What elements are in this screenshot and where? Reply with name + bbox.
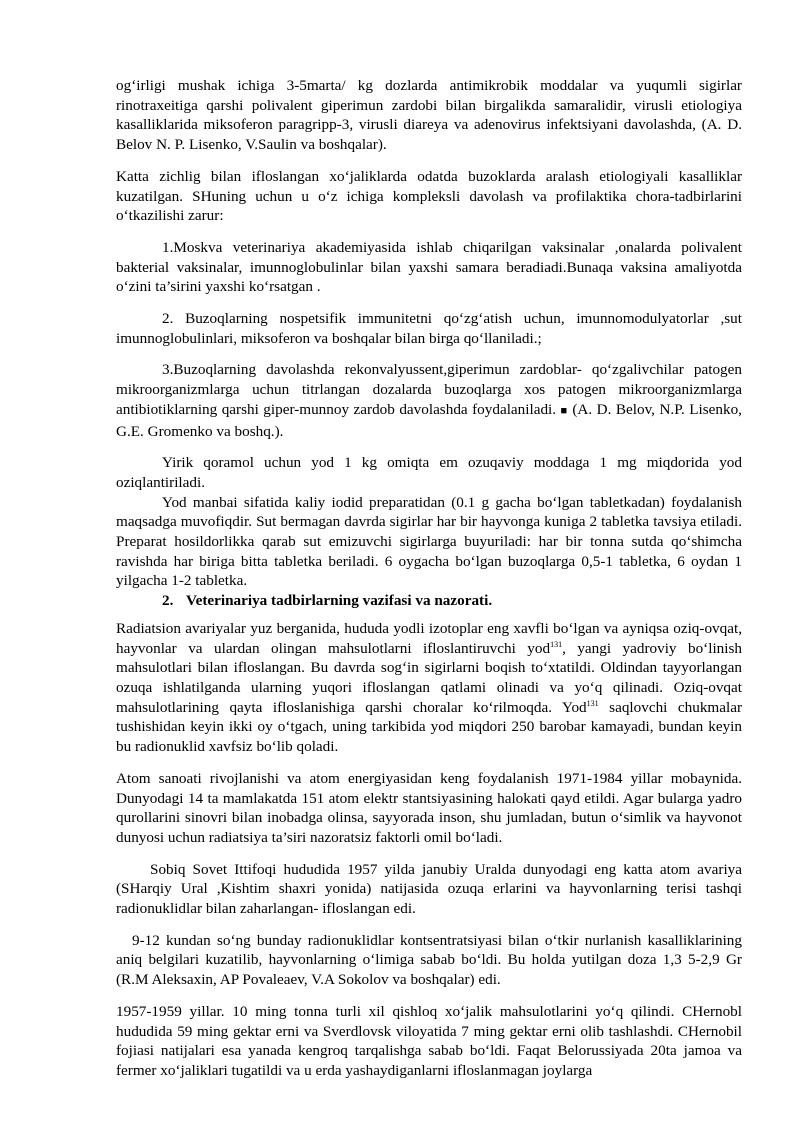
superscript-isotope: 131 bbox=[550, 639, 563, 649]
paragraph-iodine-dose: Yirik qoramol uchun yod 1 kg omiqta em ozuqaviy moddaga 1 mg miqdorida yod oziqlantiriladi. bbox=[116, 454, 742, 491]
list-item-1: 1.Moskva veterinariya akademiyasida ishlab chiqarilgan vaksinalar ,onalarda polivalent bakterial vaksinalar, imunnoglobulinlar bilan yaxshi samara beradiadi.Bunaqa vaksina amaliyotda o‘zini ta’sirini yaxshi ko‘rsatgan . bbox=[116, 238, 742, 296]
paragraph-chernobyl: 1957-1959 yillar. 10 ming tonna turli xil qishloq xo‘jalik mahsulotlarini yo‘q qilindi. CHernobl hududida 59 ming gektar erni va Sverdlovsk viloyatida 7 ming gektar erni olib tashlashdi. CHernobil fojiasi natijalari esa yanada kengroq tarqalishga sabab bo‘ldi. Faqat Belorussiyada 20ta jamoa va fermer xo‘jaliklari tugatildi va u erda yashaydiganlarni ifloslanmagan joylarga bbox=[116, 1002, 742, 1079]
section-heading: 2. Veterinariya tadbirlarning vazifasi va nazorati. bbox=[162, 592, 493, 610]
square-bullet-icon: ■ bbox=[560, 404, 568, 417]
superscript-isotope: 131 bbox=[586, 698, 599, 708]
list-item-3: 3.Buzoqlarning davolashda rekonvalyussent,giperimun zardoblar- qo‘zgalivchilar patogen mikroorganizmlarga uchun titrlangan dozalarda buzoqlarga xos patogen mikroorganizmlarga antibiotiklarning qarshi giper-munnoy zardob davolashda foydalaniladi. ■ (A. D. Belov, N.P. Lisenko, G.E. Gromenko va boshq.). bbox=[116, 361, 742, 440]
paragraph-1: og‘irligi mushak ichiga 3-5marta/ kg dozlarda antimikrobik moddalar va yuqumli sigirlar rinotraxeitiga qarshi polivalent giperimun zardobi bilan birgalikda samaralidir, virusli etiologiya kasalliklarida miksoferon paragripp-3, virusli diareya va adenovirus infektsiyani davolashda, (A. D. Belov N. P. Lisenko, V.Saulin va boshqalar). bbox=[116, 77, 742, 154]
paragraph-radiation-accidents: Radiatsion avariyalar yuz berganida, hududa yodli izotoplar eng xavfli bo‘lgan va ayniqsa oziq-ovqat, hayvonlar va ulardan olingan mahsulotlarni ifloslantiruvchi yod$^{131}$, yangi yadroviy bo‘linish mahsulotlari bilan ifloslangan. Bu davrda sog‘in sigirlarni boqish to‘xtatildi. Oldindan tayyorlangan ozuqa ishlatilganda ularning yuqori ifloslangan qatlami olinadi va yo‘q qilinadi. Oziq-ovqat mahsulotlarining qayta ifloslanishiga qarshi choralar ko‘rilmoqda. Yod$^{131}$ saqlovchi chukmalar tushishidan keyin ikki oy o‘tgach, uning tarkibida yod miqdori 250 barobar kamayadi, bundan keyin bu radionuklid xavfsiz bo‘lib qoladi. bbox=[116, 619, 743, 756]
paragraph-2: Katta zichlig bilan ifloslangan xo‘jaliklarda odatda buzoklarda aralash etiologiyali kasalliklar kuzatilgan. SHuning uchun u o‘z ichiga kompleksli davolash va profilaktika chora-tadbirlarini o‘tkazilishi zarur: bbox=[116, 167, 742, 225]
paragraph-radiation-sickness: 9-12 kundan so‘ng bunday radionuklidlar kontsentratsiyasi bilan o‘tkir nurlanish kasalliklarining aniq belgilari kuzatilib, hayvonlarning o‘limiga sabab bo‘ldi. Bu holda yutilgan doza 1,3 5-2,9 Gr (R.M Aleksaxin, AP Povaleaev, V.A Sokolov va boshqalar) edi. bbox=[116, 931, 742, 989]
text-column bbox=[116, 76, 742, 1081]
paragraph-atom-industry: Atom sanoati rivojlanishi va atom energiyasidan keng foydalanish 1971-1984 yillar mobaynida. Dunyodagi 14 ta mamlakatda 151 atom elektr stantsiyasining halokati qayd etildi. Agar bularga yadro qurollarini sinovri bilan inobadga olinsa, sayyorada inson, shu jumladan, butun o‘simlik va hayvonot dunyosi uchun radiatsiya ta’siri nazoratsiz faktorli omil bo‘ladi. bbox=[116, 769, 742, 846]
paragraph-ural-accident: Sobiq Sovet Ittifoqi hududida 1957 yilda janubiy Uralda dunyodagi eng katta atom avariya (SHarqiy Ural ,Kishtim shaxri yonida) natijasida ozuqa erlarini va hayvonlarning terisi tashqi radionuklidlar bilan zaharlangan- ifloslangan edi. bbox=[116, 860, 742, 918]
paragraph-iodine-source: Yod manbai sifatida kaliy iodid preparatidan (0.1 g gacha bo‘lgan tabletkadan) foydalanish maqsadga muvofiqdir. Sut bermagan davrda sigirlar har bir hayvonga kuniga 2 tabletka tavsiya etiladi. Preparat hosildorlikka qarab sut emizuvchi sigirlarga buyuriladi: har bir tonna sutda qo‘shimcha ravishda har biriga bitta tabletka beriladi. 6 oygacha bo‘lgan buzoqlarga 0,5-1 tabletka, 6 oydan 1 yilgacha 1-2 tabletka. bbox=[116, 493, 742, 590]
list-item-2: 2. Buzoqlarning nospetsifik immunitetni qo‘zg‘atish uchun, imunnomodulyatorlar ,sut imunnoglobulinlari, miksoferon va boshqalar bilan birga qo‘llaniladi.; bbox=[116, 310, 742, 347]
